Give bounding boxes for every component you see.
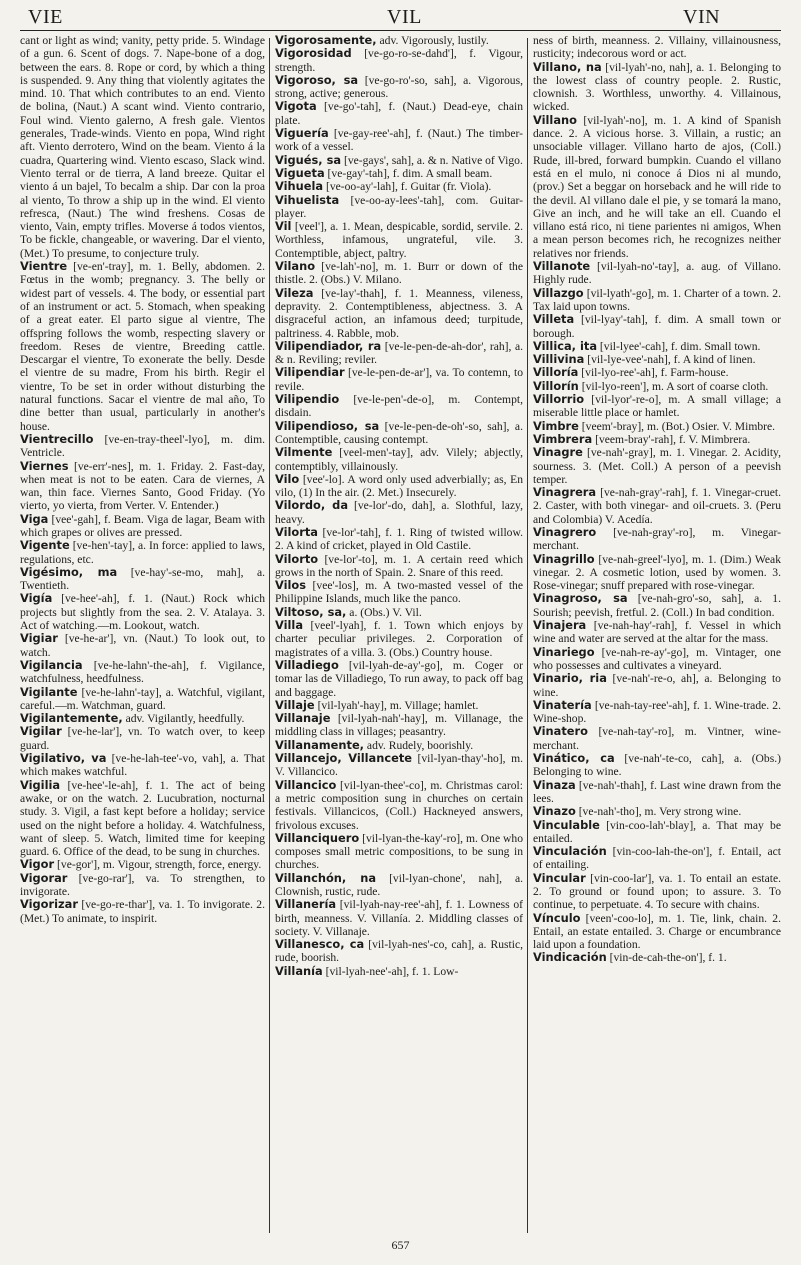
entry-headword: Vigor: [20, 857, 55, 872]
entry-headword: Vigiar: [20, 631, 58, 646]
entry-headword: Vinculación: [533, 844, 607, 859]
dictionary-entry: [533, 752, 781, 779]
entry-definition: [ve-gor'], m. Vigour, strength, force, energy.: [57, 858, 262, 872]
dictionary-entry: [533, 486, 781, 526]
entry-headword: Villivina: [533, 352, 585, 367]
dictionary-entry: [20, 712, 265, 725]
entry-headword: Vilorto: [275, 551, 319, 566]
entry-headword: Vihuelista: [275, 192, 340, 207]
entry-definition: [vil-lyay'-tah], f. dim. A small town or borough.: [533, 313, 781, 340]
column-middle: [275, 34, 523, 1234]
entry-definition: cant or light as wind; vanity, petty pride. 5. Windage of a gun. 6. Scent of dogs. 7. Nape-bone of a dog, between the ears. 8. Rope or cord, by which a thing is suspended. 9. Any thing that violently agitates the mind. 10. That which contributes to an end. Viento de bolina, (Naut.) A scant wind. Viento contrario, Foul wind. Viento galerno, A fresh gale. Vientos generales, Trade-winds. Viento en popa, Wind right aft. Viento derrotero, Wind on the beam. Viento á la cuadra, Quartering wind. Viento escaso, Slack wind. Viento terral or de tierra, A land breeze. Quitar el viento á un bajel, To becalm a ship. Dar con la proa al viento, To throw a ship up in the wind. El viento refresca, (Naut.) The wind freshens. Cosas de viento, Vain, empty trifles. Moverse á todos vientos, To be fickle, changeable, or wavering. Dar el viento, (Met.) To presume, to conjecture truly.: [20, 34, 265, 260]
entry-headword: Villanchón, na: [275, 870, 377, 885]
dictionary-entry: [533, 779, 781, 806]
dictionary-entry: [20, 460, 265, 513]
column-right: [533, 34, 781, 1234]
dictionary-entry: [275, 127, 523, 154]
entry-headword: Vigilantemente,: [20, 711, 123, 726]
column-divider: [527, 38, 528, 1233]
entry-headword: Vinaza: [533, 777, 576, 792]
entry-definition: [ve-oo-ay'-lah], f. Guitar (fr. Viola).: [325, 180, 492, 194]
entry-definition: [ve-en-tray-theel'-lyo], m. dim. Ventricle.: [20, 432, 265, 460]
entry-definition: [vil-lyan-thay'-ho], m. V. Villancico.: [275, 752, 523, 779]
entry-headword: Vilordo, da: [275, 498, 349, 513]
entry-definition: [ve-lor'-do, dah], a. Slothful, lazy, heavy.: [275, 499, 523, 526]
dictionary-entry: [275, 74, 523, 101]
dictionary-columns: [0, 34, 801, 1234]
entry-definition: [ve-lor'-to], m. 1. A certain reed which grows in the north of Spain. 2. Snare of this reed.: [275, 552, 523, 579]
entry-headword: Vilipendiar: [275, 365, 345, 380]
dictionary-entry: [275, 220, 523, 260]
entry-definition: [vin-coo-lar'], va. 1. To entail an estate. 2. To ground or found upon; to assure. 3. To continue, to perpetuate. 4. To secure with chains.: [533, 871, 781, 912]
entry-headword: Vigésimo, ma: [20, 564, 118, 579]
dictionary-entry: [275, 194, 523, 221]
entry-definition: [ve-gay'-tah], f. dim. A small beam.: [327, 166, 493, 180]
entry-headword: Vinatero: [533, 724, 588, 739]
dictionary-entry: [275, 938, 523, 965]
entry-headword: Viguería: [275, 126, 329, 141]
entry-definition: [veen'-coo-lo], m. 1. Tie, link, chain. 2. Entail, an estate entailed. 3. Charge or encumbrance laid upon a foundation.: [533, 911, 781, 952]
dictionary-entry: [20, 725, 265, 752]
entry-headword: Villoría: [533, 365, 579, 380]
dictionary-entry: [533, 553, 781, 593]
entry-definition: [ve-nah-gray'-rah], f. 1. Vinegar-cruet. 2. Caster, with both vinegar- and oil-cruets. 3. (Peru and Colombia) V. Acedía.: [533, 486, 781, 526]
dictionary-entry: [20, 433, 265, 460]
dictionary-entry: [533, 872, 781, 912]
dictionary-entry: [533, 951, 781, 964]
entry-headword: Vinagrero: [533, 524, 597, 539]
entry-definition: a. (Obs.) V. Vil.: [349, 605, 422, 619]
entry-definition: [ve-go'-tah], f. (Naut.) Dead-eye, chain plate.: [275, 100, 523, 127]
dictionary-entry: [20, 858, 265, 871]
column-divider: [269, 38, 270, 1233]
entry-definition: [ve-he-lahn'-tay], a. Watchful, vigilant, careful.—m. Watchman, guard.: [20, 685, 265, 712]
entry-headword: Vileza: [275, 285, 314, 300]
entry-definition: [ve-nah-re-ay'-go], m. Vintager, one who possesses and cultivates a vineyard.: [533, 645, 781, 672]
entry-definition: [ve-lor'-tah], f. 1. Ring of twisted willow. 2. A kind of cricket, played in Old Castile.: [275, 525, 523, 553]
entry-headword: Villa: [275, 618, 304, 633]
entry-definition: [veel-men'-tay], adv. Vilely; abjectly, contemptibly, villainously.: [275, 446, 523, 473]
entry-definition: [ve-go-re-thar'], va. 1. To invigorate. 2. (Met.) To animate, to inspirit.: [20, 898, 265, 925]
page-number: 657: [391, 1238, 410, 1252]
dictionary-entry: [275, 606, 523, 619]
entry-definition: [vil-lyah-nah'-hay], m. Villanage, the middling class in villages; peasantry.: [275, 712, 523, 739]
dictionary-entry: [20, 898, 265, 925]
entry-headword: Vilipendioso, sa: [275, 418, 380, 433]
entry-headword: Viga: [20, 511, 49, 526]
dictionary-entry: [275, 340, 523, 367]
entry-definition: [vil-lyan-chone', nah], a. Clownish, rustic, rude.: [275, 871, 523, 898]
entry-definition: [vil-lyah'-no], m. 1. A kind of Spanish dance. 2. A vicious horse. 3. Villain, a rustic; an unsociable villager. Villano harto de ajos, (Coll.) Rude, ill-bred, forward bumpkin. Cuando el villano está en el mulo, ni conoce á Dios ni al mundo, (prov.) Set a beggar on horseback and he will ride to the devil. Al villano dale el pie, y se tomará la mano, Give an inch, and he will take an ell. Cuando el villano está rico, ni tiene parientes ni amigos, When a mean person becomes rich, he recognizes neither relatives nor friends.: [533, 113, 781, 260]
dictionary-entry: [20, 752, 265, 779]
entry-definition: [ve-nah-gray'-ro], m. Vinegar-merchant.: [533, 525, 781, 553]
entry-headword: Villica, ita: [533, 338, 597, 353]
entry-headword: Viernes: [20, 458, 69, 473]
entry-headword: Vinagre: [533, 445, 583, 460]
entry-headword: Villaje: [275, 697, 315, 712]
entry-headword: Vinagroso, sa: [533, 591, 628, 606]
entry-headword: Villazgo: [533, 285, 584, 300]
entry-definition: ness of birth, meanness. 2. Villainy, villainousness, rusticity; indecorous word or act.: [533, 34, 781, 61]
dictionary-entry: [20, 632, 265, 659]
dictionary-entry: [533, 353, 781, 366]
entry-headword: Vigilar: [20, 724, 62, 739]
dictionary-entry: [275, 898, 523, 938]
entry-definition: [vil-lyath'-go], m. 1. Charter of a town. 2. Tax laid upon towns.: [533, 286, 781, 313]
entry-headword: Villeta: [533, 312, 575, 327]
entry-definition: [vil-lyah'-hay], m. Village; hamlet.: [317, 698, 479, 712]
header-rule: [20, 30, 781, 31]
dictionary-entry: [275, 366, 523, 393]
dictionary-entry: [275, 752, 523, 779]
entry-definition: [ve-nah'-thah], f. Last wine drawn from the lees.: [533, 778, 781, 805]
entry-definition: adv. Vigorously, lustily.: [379, 34, 489, 47]
entry-definition: [ve-lay'-thah], f. 1. Meanness, vileness, depravity. 2. Contemptibleness, abjectness. 3. A disgraceful action, an infamous deed; turpitude, paltriness. 4. Rabble, mob.: [275, 286, 523, 340]
dictionary-entry: [20, 34, 265, 260]
entry-headword: Villanía: [275, 963, 323, 978]
dictionary-entry: [533, 340, 781, 353]
dictionary-entry: [533, 61, 781, 114]
entry-headword: Vigota: [275, 99, 317, 114]
entry-headword: Vigueta: [275, 165, 325, 180]
entry-definition: [ve-he-ar'], vn. (Naut.) To look out, to watch.: [20, 632, 265, 659]
entry-definition: [ve-nah-hay'-rah], f. Vessel in which wine and water are served at the altar for the mass.: [533, 619, 781, 646]
column-left: [20, 34, 265, 1234]
entry-headword: Villanería: [275, 897, 337, 912]
dictionary-entry: [275, 34, 523, 47]
entry-headword: Vigilativo, va: [20, 751, 107, 766]
entry-headword: Vindicación: [533, 950, 607, 965]
entry-definition: [ve-le-pen-de-oh'-so, sah], a. Contemptible, causing contempt.: [275, 419, 523, 446]
entry-headword: Vinático, ca: [533, 751, 615, 766]
dictionary-entry: [20, 513, 265, 540]
dictionary-entry: [275, 739, 523, 752]
entry-headword: Villanaje: [275, 711, 331, 726]
dictionary-entry: [533, 34, 781, 61]
entry-headword: Villancejo, Villancete: [275, 751, 412, 766]
dictionary-entry: [533, 526, 781, 553]
entry-definition: [ve-nah'-gray], m. 1. Vinegar. 2. Acidity, sourness. 3. (Met. Coll.) A person of a peevish temper.: [533, 446, 781, 486]
entry-definition: adv. Vigilantly, heedfully.: [125, 712, 245, 726]
entry-headword: Villanamente,: [275, 737, 365, 752]
dictionary-entry: [275, 499, 523, 526]
dictionary-entry: [20, 592, 265, 632]
entry-headword: Vinajera: [533, 618, 587, 633]
entry-definition: [vin-de-cah-the-on'], f. 1.: [609, 951, 727, 965]
entry-definition: [vee'-los], m. A two-masted vessel of the Philippine Islands, much like the panco.: [275, 579, 523, 606]
dictionary-entry: [533, 805, 781, 818]
entry-headword: Vil: [275, 219, 292, 234]
dictionary-entry: [533, 287, 781, 314]
entry-definition: adv. Rudely, boorishly.: [366, 738, 474, 752]
dictionary-entry: [275, 659, 523, 699]
dictionary-entry: [275, 180, 523, 193]
entry-definition: [ve-hee'-le-ah], f. 1. The act of being awake, or on the watch. 2. Lucubration, nocturnal study. 3. Vigil, a fast kept before a holiday; service used on the night before a holiday. 4. Watchfulness, want of sleep. 5. Watch, limited time for keeping guard. 6. Office of the dead, to be sung in churches.: [20, 778, 265, 859]
entry-headword: Vinculable: [533, 817, 600, 832]
dictionary-entry: [275, 287, 523, 340]
entry-definition: [ve-le-pen'-de-o], m. Contempt, disdain.: [275, 393, 523, 420]
dictionary-entry: [20, 260, 265, 433]
entry-definition: [ve-he-lar'], vn. To watch over, to keep guard.: [20, 725, 265, 752]
dictionary-entry: [533, 592, 781, 619]
entry-headword: Vinagrillo: [533, 551, 595, 566]
entry-definition: [ve-nah-greel'-lyo], m. 1. (Dim.) Weak vinegar. 2. A cosmetic lotion, used by women. 3. Rose-vinegar; snuff prepared with rose-vinegar.: [533, 552, 781, 593]
entry-definition: [ve-hay'-se-mo, mah], a. Twentieth.: [20, 565, 265, 593]
entry-headword: Viltoso, sa,: [275, 604, 347, 619]
dictionary-entry: [533, 672, 781, 699]
entry-headword: Vinariego: [533, 644, 595, 659]
entry-headword: Villadiego: [275, 657, 339, 672]
entry-definition: [veel'-lyah], f. 1. Town which enjoys by charter peculiar privileges. 2. Corporation of magistrates of a villa. 3. (Obs.) Country house.: [275, 619, 523, 659]
dictionary-entry: [275, 154, 523, 167]
entry-headword: Vigués, sa: [275, 152, 342, 167]
entry-headword: Villanote: [533, 259, 591, 274]
entry-definition: [ve-hee'-ah], f. 1. (Naut.) Rock which projects but slightly from the sea. 2. V. Atalaya. 3. Act of watching.—m. Lookout, watch.: [20, 592, 265, 633]
entry-headword: Vilorta: [275, 524, 318, 539]
guide-word-right: VIN: [683, 6, 721, 28]
entry-definition: [vil-lyah-no'-tay], a. aug. of Villano. Highly rude.: [533, 260, 781, 287]
dictionary-entry: [275, 779, 523, 832]
dictionary-entry: [275, 420, 523, 447]
entry-headword: Vientrecillo: [20, 431, 94, 446]
entry-headword: Vigente: [20, 538, 70, 553]
dictionary-entry: [533, 114, 781, 260]
dictionary-entry: [533, 446, 781, 486]
entry-headword: Vilo: [275, 471, 300, 486]
dictionary-entry: [275, 473, 523, 500]
entry-definition: [vil-lyah'-no, nah], a. 1. Belonging to the lowest class of country people. 2. Rustic, clownish. 3. Worthless, unworthy. 4. Villainous, wicked.: [533, 60, 781, 114]
dictionary-entry: [533, 380, 781, 393]
entry-headword: Vihuela: [275, 179, 324, 194]
entry-definition: [vil-lyo-reen'], m. A sort of coarse cloth.: [581, 379, 769, 393]
entry-headword: Villanesco, ca: [275, 937, 365, 952]
dictionary-entry: [275, 872, 523, 899]
dictionary-entry: [275, 553, 523, 580]
dictionary-entry: [533, 619, 781, 646]
dictionary-entry: [275, 100, 523, 127]
entry-headword: Villanciquero: [275, 830, 360, 845]
dictionary-entry: [275, 47, 523, 74]
entry-definition: [ve-nah'-te-co, cah], a. (Obs.) Belonging to wine.: [533, 752, 781, 779]
dictionary-entry: [275, 393, 523, 420]
guide-word-left: VIE: [28, 6, 63, 28]
entry-headword: Vinatería: [533, 697, 592, 712]
entry-definition: [ve-lah'-no], m. 1. Burr or down of the thistle. 2. (Obs.) V. Milano.: [275, 260, 523, 287]
dictionary-entry: [533, 699, 781, 726]
entry-definition: [veem-bray'-rah], f. V. Mimbrera.: [595, 432, 751, 446]
entry-definition: [ve-en'-tray], m. 1. Belly, abdomen. 2. Fœtus in the womb; pregnancy. 3. The belly or widest part of vessels. 4. The body, or essential part of an instrument or act. 5. Stomach, when speaking of a great eater. El parto sigue al vientre, The offspring follows the womb, respecting slavery or freedom. Reses de vientre, Breeding cattle. Descargar el vientre, To exonerate the belly. Desde el vientre de su madre, From his birth. Regir el vientre, To be set in order without disturbing the natural functions. Sacar el vientre de mal año, To dine better than usual, particularly in another's house.: [20, 260, 265, 433]
dictionary-entry: [533, 366, 781, 379]
entry-headword: Villorín: [533, 378, 579, 393]
entry-definition: [ve-nah'-re-o, ah], a. Belonging to wine.: [533, 672, 781, 699]
entry-definition: [ve-gays', sah], a. & n. Native of Vigo.: [343, 153, 523, 167]
entry-headword: Villano, na: [533, 59, 602, 74]
dictionary-entry: [275, 699, 523, 712]
dictionary-entry: [533, 260, 781, 287]
entry-definition: [ve-go-ro'-so, sah], a. Vigorous, strong, active; generous.: [275, 73, 523, 101]
entry-definition: [vil-lyan-the-kay'-ro], m. One who composes small metric compositions, to be sung in churches.: [275, 831, 523, 872]
entry-headword: Vilipendiador, ra: [275, 338, 382, 353]
entry-headword: Villancico: [275, 777, 337, 792]
entry-definition: [vil-lyah-nay-ree'-ah], f. 1. Lowness of birth, meanness. V. Villanía. 2. Middling classes of society. V. Villanaje.: [275, 898, 523, 938]
dictionary-entry: [275, 167, 523, 180]
dictionary-entry: [533, 646, 781, 673]
entry-headword: Vigía: [20, 591, 53, 606]
entry-definition: [ve-oo-ay-lees'-tah], com. Guitar-player.: [275, 193, 523, 220]
dictionary-entry: [533, 393, 781, 420]
entry-definition: [ve-nah-gro'-so, sah], a. 1. Sourish; peevish, fretful. 2. (Coll.) In bad condition.: [533, 592, 781, 619]
entry-definition: [ve-he-lah-tee'-vo, vah], a. That which makes watchful.: [20, 752, 265, 779]
dictionary-entry: [275, 526, 523, 553]
guide-words: [0, 6, 801, 28]
entry-headword: Vinagrera: [533, 485, 597, 500]
entry-headword: Vigorizar: [20, 897, 78, 912]
entry-headword: Vigoroso, sa: [275, 72, 359, 87]
entry-headword: Vimbre: [533, 418, 579, 433]
dictionary-entry: [275, 260, 523, 287]
dictionary-entry: [275, 446, 523, 473]
entry-headword: Vientre: [20, 259, 68, 274]
entry-definition: [ve-hen'-tay], a. In force: applied to laws, regulations, etc.: [20, 539, 265, 566]
entry-definition: [ve-gay-ree'-ah], f. (Naut.) The timber-work of a vessel.: [275, 127, 523, 154]
entry-headword: Vigilia: [20, 777, 61, 792]
entry-headword: Vigorar: [20, 870, 68, 885]
entry-definition: [vil-lyan-thee'-co], m. Christmas carol: a metric composition sung in churches on certain festivals. Villancicos, (Coll.) Hackneyed answers, frivolous excuses.: [275, 778, 523, 832]
entry-headword: Vigorosamente,: [275, 34, 377, 47]
entry-headword: Villorrio: [533, 392, 585, 407]
guide-word-middle: VIL: [387, 6, 422, 28]
dictionary-entry: [20, 539, 265, 566]
entry-definition: [ve-le-pen-de-ar'], va. To contemn, to revile.: [275, 366, 523, 393]
entry-definition: [vee'-lo]. A word only used adverbially; as, En vilo, (1) In the air. (2. Met.) Insecurely.: [275, 472, 523, 500]
entry-headword: Vilos: [275, 578, 307, 593]
entry-definition: [veel'], a. 1. Mean, despicable, sordid, servile. 2. Worthless, infamous, ungrateful, vile. 3. Contemptible, abject, paltry.: [275, 220, 523, 260]
dictionary-entry: [20, 659, 265, 686]
dictionary-entry: [275, 712, 523, 739]
entry-headword: Vinario, ria: [533, 671, 607, 686]
entry-headword: Villano: [533, 112, 577, 127]
entry-headword: Vilipendio: [275, 392, 340, 407]
dictionary-entry: [533, 912, 781, 952]
entry-definition: [vil-lye-vee'-nah], f. A kind of linen.: [587, 353, 756, 367]
entry-definition: [vil-lyor'-re-o], m. A small village; a miserable little place or hamlet.: [533, 393, 781, 420]
dictionary-entry: [275, 965, 523, 978]
entry-definition: [vin-coo-lah-the-on'], f. Entail, act of entailing.: [533, 845, 781, 872]
dictionary-entry: [533, 420, 781, 433]
entry-definition: [vil-lyah-nee'-ah], f. 1. Low-: [325, 964, 459, 978]
entry-definition: [veem'-bray], m. (Bot.) Osier. V. Mimbre.: [581, 419, 776, 433]
entry-definition: [vin-coo-lah'-blay], a. That may be entailed.: [533, 818, 781, 845]
entry-definition: [vil-lyah-nes'-co, cah], a. Rustic, rude, boorish.: [275, 938, 523, 965]
entry-definition: [ve-nah'-tho], m. Very strong wine.: [578, 805, 742, 819]
entry-definition: [ve-le-pen-de-ah-dor', rah], a. & n. Reviling; reviler.: [275, 339, 523, 367]
entry-headword: Vimbrera: [533, 431, 593, 446]
entry-definition: [vil-lyo-ree'-ah], f. Farm-house.: [581, 366, 729, 380]
entry-headword: Vincular: [533, 870, 586, 885]
entry-definition: [ve-err'-nes], m. 1. Friday. 2. Fast-day, when meat is not to be eaten. Cara de viernes, A wan, thin face. Viernes Santo, Good Friday. (Yo vierto, yo vierta, from Verter. V. Entender.): [20, 459, 265, 513]
entry-headword: Vigilancia: [20, 657, 83, 672]
entry-headword: Vinazo: [533, 804, 576, 819]
entry-headword: Vínculo: [533, 910, 581, 925]
entry-headword: Vigorosidad: [275, 46, 352, 61]
dictionary-entry: [533, 819, 781, 846]
entry-definition: [ve-nah-tay'-ro], m. Vintner, wine-merchant.: [533, 725, 781, 752]
dictionary-entry: [275, 579, 523, 606]
entry-definition: [ve-nah-tay-ree'-ah], f. 1. Wine-trade. 2. Wine-shop.: [533, 698, 781, 726]
dictionary-entry: [20, 872, 265, 899]
entry-headword: Vilmente: [275, 445, 333, 460]
dictionary-entry: [275, 619, 523, 659]
dictionary-entry: [533, 845, 781, 872]
dictionary-entry: [275, 832, 523, 872]
entry-headword: Vigilante: [20, 684, 78, 699]
entry-definition: [ve-go-ro-se-dahd'], f. Vigour, strength.: [275, 47, 523, 74]
entry-definition: [vil-lyee'-cah], f. dim. Small town.: [599, 339, 761, 353]
dictionary-entry: [20, 686, 265, 713]
entry-definition: [ve-he-lahn'-the-ah], f. Vigilance, watchfulness, heedfulness.: [20, 658, 265, 686]
dictionary-entry: [533, 313, 781, 340]
dictionary-entry: [20, 779, 265, 859]
entry-headword: Vilano: [275, 259, 316, 274]
entry-definition: [vee'-gah], f. Beam. Viga de lagar, Beam with which grapes or olives are pressed.: [20, 512, 265, 539]
entry-definition: [ve-go-rar'], va. To strengthen, to invigorate.: [20, 871, 265, 898]
dictionary-entry: [533, 725, 781, 752]
dictionary-entry: [20, 566, 265, 593]
entry-definition: [vil-lyah-de-ay'-go], m. Coger or tomar las de Villadiego, To run away, to pack off bag and baggage.: [275, 658, 523, 699]
dictionary-entry: [533, 433, 781, 446]
